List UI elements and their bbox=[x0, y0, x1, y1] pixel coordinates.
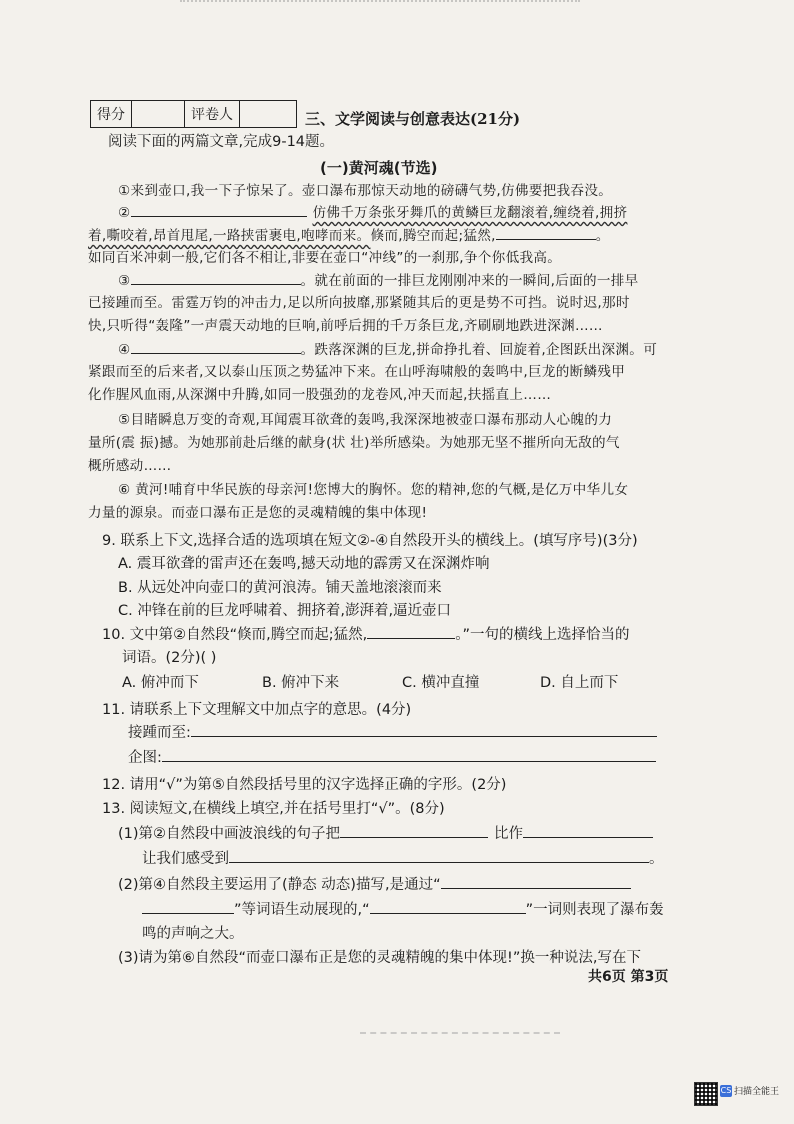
answer-blank-13-2b[interactable] bbox=[142, 899, 234, 914]
question-10-line-1 bbox=[102, 624, 630, 646]
score-cell bbox=[132, 101, 185, 128]
paragraph-number: ④ bbox=[118, 342, 131, 358]
question-13-1-line-1 bbox=[118, 823, 653, 845]
paragraph-4-line-3: 化作腥风血雨,从深渊中升腾,如同一股强劲的龙卷风,冲天而起,扶摇直上…… bbox=[88, 387, 552, 403]
question-13-1-line-2: 让我们感受到 。 bbox=[142, 848, 664, 870]
paragraph-5-line-2: 量所(震 振)撼。为她那前赴后继的献身(状 壮)举所感染。为她那无坚不摧所向无敌的气 bbox=[88, 435, 620, 451]
question-10-option-d: D. 自上而下 bbox=[540, 675, 619, 691]
answer-blank-13-1b[interactable] bbox=[523, 823, 653, 838]
question-9-option-b: B. 从远处冲向壶口的黄河浪涛。铺天盖地滚滚而来 bbox=[118, 580, 442, 596]
question-13-1-text-b: 比作 bbox=[494, 826, 524, 842]
paragraph-4-line-2: 紧跟而至的后来者,又以泰山压顶之势猛冲下来。在山呼海啸般的轰鸣中,巨龙的断鳞残甲 bbox=[88, 364, 626, 380]
score-table bbox=[90, 100, 297, 128]
scan-smudge bbox=[180, 0, 580, 12]
paragraph-5-line-1: ⑤目睹瞬息万变的奇观,耳闻震耳欲聋的轰鸣,我深深地被壶口瀑布那动人心魄的力 bbox=[118, 412, 613, 428]
paragraph-2-line-3: 如同百米冲刺一般,它们各不相让,非要在壶口“冲线”的一刹那,争个你低我高。 bbox=[88, 250, 562, 266]
answer-blank-13-2c[interactable] bbox=[370, 899, 526, 914]
question-13-2-line-2 bbox=[142, 899, 664, 921]
question-11-term-a: 接踵而至: bbox=[128, 725, 191, 741]
paragraph-2-line-2: 着,嘶咬着,昂首甩尾,一路挟雷裹电,咆哮而来。倏而,腾空而起;猛然, 。 bbox=[88, 225, 610, 247]
paragraph-6-line-2: 力量的源泉。而壶口瀑布正是您的灵魂精魄的集中体现! bbox=[88, 505, 428, 521]
answer-line-11b[interactable] bbox=[162, 747, 656, 762]
paragraph-2-rest: 倏而,腾空而起;猛然, bbox=[370, 228, 496, 244]
question-10-line-2: 词语。(2分)( ) bbox=[122, 650, 217, 666]
paragraph-3-line-2: 已接踵而至。雷霆万钧的冲击力,足以所向披靡,那紧随其后的更是势不可挡。说时迟,那时 bbox=[88, 295, 630, 311]
paragraph-1: ①来到壶口,我一下子惊呆了。壶口瀑布那惊天动地的磅礴气势,仿佛要把我吞没。 bbox=[118, 183, 613, 199]
qr-code-icon bbox=[694, 1082, 718, 1106]
question-13-3: (3)请为第⑥自然段“而壶口瀑布正是您的灵魂精魄的集中体现!”换一种说法,写在下 bbox=[118, 950, 641, 966]
question-11-b bbox=[128, 747, 656, 769]
camscanner-icon: CS bbox=[720, 1086, 732, 1095]
answer-blank-3 bbox=[131, 270, 301, 285]
article-title: (一)黄河魂(节选) bbox=[320, 159, 438, 177]
logo-text: 扫描全能王 bbox=[734, 1087, 780, 1097]
intro-text: 阅读下面的两篇文章,完成9-14题。 bbox=[108, 134, 335, 150]
paragraph-2-line-1 bbox=[118, 202, 627, 224]
grader-label: 评卷人 bbox=[185, 101, 240, 128]
wavy-sentence-cont: 着,嘶咬着,昂首甩尾,一路挟雷裹电,咆哮而来。 bbox=[88, 228, 371, 244]
scanner-logo bbox=[694, 1082, 780, 1108]
question-12: 12. 请用“√”为第⑤自然段括号里的汉字选择正确的字形。(2分) bbox=[102, 777, 507, 793]
answer-blank-q10[interactable] bbox=[367, 624, 455, 639]
question-13-2-text: (2)第④自然段主要运用了(静态 动态)描写,是通过“ bbox=[118, 877, 441, 893]
paragraph-3-line-3: 快,只听得“轰隆”一声震天动地的巨响,前呼后拥的千万条巨龙,齐刷刷地跌进深渊…… bbox=[88, 318, 603, 334]
section-title: 三、文学阅读与创意表达(21分) bbox=[305, 110, 521, 128]
answer-blank-13-2a[interactable] bbox=[441, 874, 631, 889]
page-footer: 共6页 第3页 bbox=[588, 969, 669, 985]
scan-artifact bbox=[360, 1032, 560, 1034]
question-11-a bbox=[128, 722, 657, 744]
grader-cell bbox=[240, 101, 297, 128]
answer-blank-13-1c[interactable] bbox=[229, 848, 649, 863]
score-label: 得分 bbox=[91, 101, 132, 128]
paragraph-3-text: 。就在前面的一排巨龙刚刚冲来的一瞬间,后面的一排早 bbox=[300, 273, 639, 289]
answer-blank-10 bbox=[496, 225, 596, 240]
answer-blank-4 bbox=[131, 339, 301, 354]
paragraph-5-line-3: 概所感动…… bbox=[88, 458, 172, 474]
question-11-term-b: 企图: bbox=[128, 750, 162, 766]
question-10-option-b: B. 俯冲下来 bbox=[262, 675, 340, 691]
question-13-2-line-3: 鸣的声响之大。 bbox=[142, 926, 244, 942]
question-10-option-c: C. 横冲直撞 bbox=[402, 675, 480, 691]
paragraph-number: ② bbox=[118, 205, 131, 221]
question-9-option-a: A. 震耳欲聋的雷声还在轰鸣,撼天动地的霹雳又在深渊炸响 bbox=[118, 556, 490, 572]
answer-blank-13-1a[interactable] bbox=[340, 823, 488, 838]
question-9-option-c: C. 冲锋在前的巨龙呼啸着、拥挤着,澎湃着,逼近壶口 bbox=[118, 603, 452, 619]
question-10-option-a: A. 俯冲而下 bbox=[122, 675, 199, 691]
paragraph-3-line-1 bbox=[118, 270, 639, 292]
question-11: 11. 请联系上下文理解文中加点字的意思。(4分) bbox=[102, 702, 412, 718]
question-13-2-text-b: ”等词语生动展现的,“ bbox=[234, 902, 370, 918]
paragraph-4-line-1 bbox=[118, 339, 657, 361]
question-13-2-text-c: ”一词则表现了瀑布轰 bbox=[525, 902, 664, 918]
question-13: 13. 阅读短文,在横线上填空,并在括号里打“√”。(8分) bbox=[102, 801, 445, 817]
question-10-text-cont: 。”一句的横线上选择恰当的 bbox=[455, 627, 630, 643]
answer-line-11a[interactable] bbox=[191, 722, 657, 737]
question-10-text: 10. 文中第②自然段“倏而,腾空而起;猛然, bbox=[102, 627, 368, 643]
question-9: 9. 联系上下文,选择合适的选项填在短文②-④自然段开头的横线上。(填写序号)(3分) bbox=[102, 533, 638, 549]
paragraph-6-line-1: ⑥ 黄河!哺育中华民族的母亲河!您博大的胸怀。您的精神,您的气概,是亿万中华儿女 bbox=[118, 482, 629, 498]
question-13-2-line-1 bbox=[118, 874, 631, 896]
paragraph-4-text: 。跌落深渊的巨龙,拼命挣扎着、回旋着,企图跃出深渊。可 bbox=[300, 342, 658, 358]
answer-blank-2 bbox=[131, 202, 307, 217]
question-13-1-text-c: 让我们感受到 bbox=[142, 851, 229, 867]
question-13-1-text: (1)第②自然段中画波浪线的句子把 bbox=[118, 826, 341, 842]
wavy-sentence: 仿佛千万条张牙舞爪的黄鳞巨龙翻滚着,缠绕着,拥挤 bbox=[312, 205, 628, 221]
paragraph-number: ③ bbox=[118, 273, 131, 289]
